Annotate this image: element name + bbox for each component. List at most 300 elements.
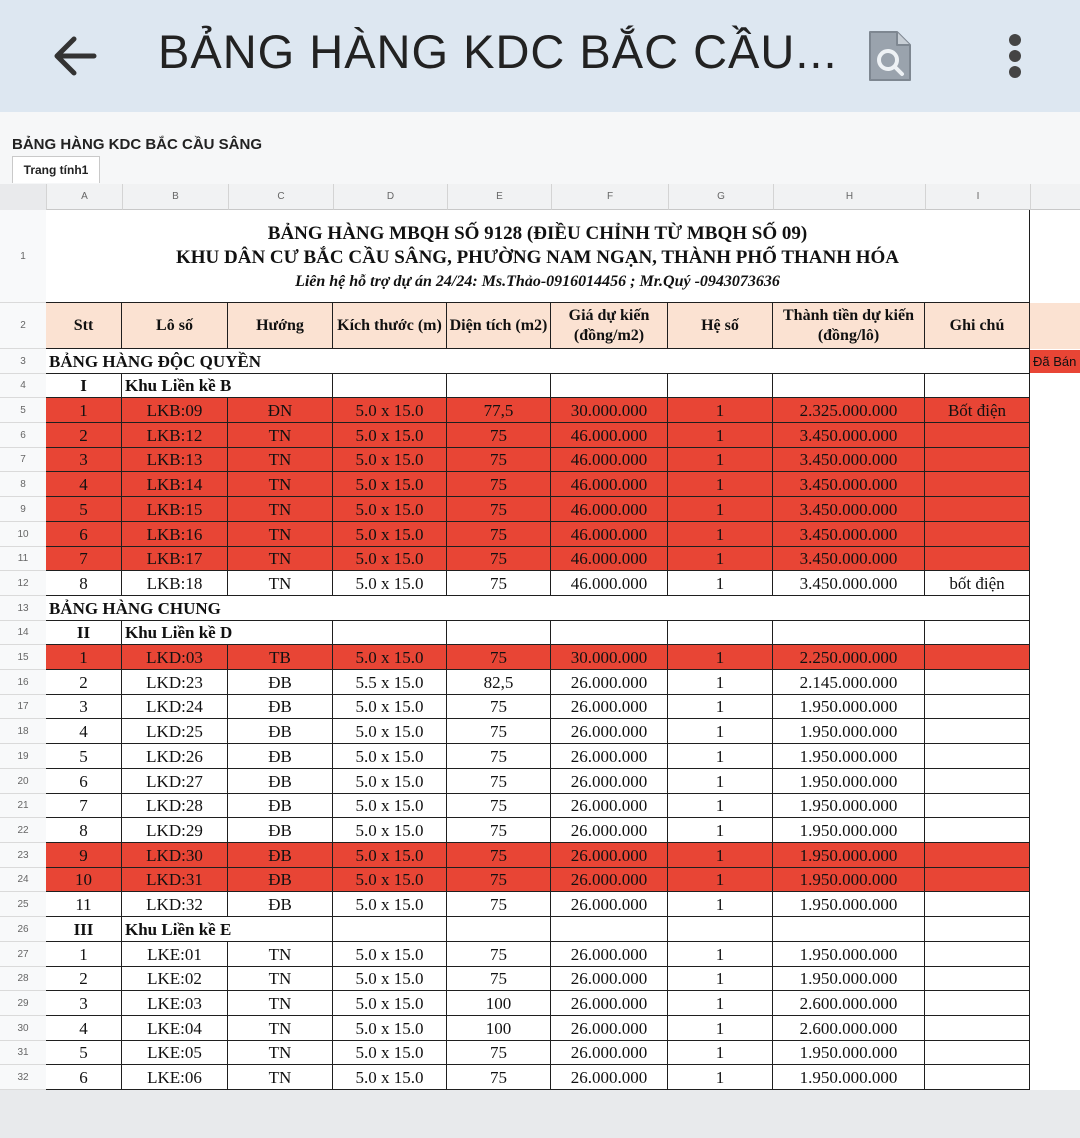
size-cell[interactable]: 5.0 x 15.0 [333, 892, 447, 917]
lot-cell[interactable]: LKE:01 [122, 942, 228, 967]
stt-cell[interactable]: 2 [46, 670, 122, 695]
direction-cell[interactable]: ĐB [228, 670, 333, 695]
note-cell[interactable] [925, 769, 1030, 794]
area-cell[interactable]: 75 [447, 547, 551, 571]
more-options-icon[interactable] [1000, 28, 1032, 84]
direction-cell[interactable]: TB [228, 645, 333, 670]
price-cell[interactable]: 46.000.000 [551, 571, 668, 596]
group-name[interactable]: Khu Liền kề B [122, 374, 333, 398]
note-cell[interactable] [925, 423, 1030, 448]
stt-cell[interactable]: 6 [46, 522, 122, 547]
price-cell[interactable]: 26.000.000 [551, 843, 668, 868]
row-header[interactable]: 11 [0, 547, 46, 571]
total-cell[interactable]: 1.950.000.000 [773, 1041, 925, 1065]
stt-cell[interactable]: 4 [46, 472, 122, 497]
column-header-e[interactable]: E [447, 184, 551, 210]
row-header[interactable]: 6 [0, 423, 46, 448]
total-cell[interactable]: 2.600.000.000 [773, 1016, 925, 1041]
stt-cell[interactable]: 8 [46, 818, 122, 843]
size-cell[interactable]: 5.0 x 15.0 [333, 695, 447, 719]
header-cell[interactable]: Kích thước (m) [333, 303, 447, 349]
coefficient-cell[interactable]: 1 [668, 818, 773, 843]
note-cell[interactable] [925, 497, 1030, 522]
direction-cell[interactable]: TN [228, 1016, 333, 1041]
price-cell[interactable]: 26.000.000 [551, 695, 668, 719]
empty-cell[interactable] [447, 917, 551, 942]
size-cell[interactable]: 5.0 x 15.0 [333, 522, 447, 547]
size-cell[interactable]: 5.0 x 15.0 [333, 719, 447, 744]
direction-cell[interactable]: TN [228, 472, 333, 497]
total-cell[interactable]: 1.950.000.000 [773, 1065, 925, 1090]
row-header[interactable]: 26 [0, 917, 46, 942]
lot-cell[interactable]: LKB:09 [122, 398, 228, 423]
total-cell[interactable]: 2.250.000.000 [773, 645, 925, 670]
coefficient-cell[interactable]: 1 [668, 448, 773, 472]
empty-cell[interactable] [668, 374, 773, 398]
stt-cell[interactable]: 8 [46, 571, 122, 596]
coefficient-cell[interactable]: 1 [668, 843, 773, 868]
area-cell[interactable]: 75 [447, 818, 551, 843]
lot-cell[interactable]: LKD:23 [122, 670, 228, 695]
note-cell[interactable] [925, 1016, 1030, 1041]
total-cell[interactable]: 1.950.000.000 [773, 769, 925, 794]
price-cell[interactable]: 46.000.000 [551, 472, 668, 497]
column-header-h[interactable]: H [773, 184, 925, 210]
coefficient-cell[interactable]: 1 [668, 695, 773, 719]
group-number[interactable]: II [46, 621, 122, 645]
price-cell[interactable]: 26.000.000 [551, 1016, 668, 1041]
size-cell[interactable]: 5.0 x 15.0 [333, 423, 447, 448]
price-cell[interactable]: 26.000.000 [551, 670, 668, 695]
direction-cell[interactable]: TN [228, 967, 333, 991]
stt-cell[interactable]: 7 [46, 547, 122, 571]
area-cell[interactable]: 75 [447, 497, 551, 522]
note-cell[interactable] [925, 967, 1030, 991]
direction-cell[interactable]: ĐB [228, 744, 333, 769]
coefficient-cell[interactable]: 1 [668, 967, 773, 991]
stt-cell[interactable]: 3 [46, 695, 122, 719]
size-cell[interactable]: 5.0 x 15.0 [333, 398, 447, 423]
stt-cell[interactable]: 1 [46, 942, 122, 967]
size-cell[interactable]: 5.0 x 15.0 [333, 1041, 447, 1065]
total-cell[interactable]: 2.145.000.000 [773, 670, 925, 695]
empty-cell[interactable] [925, 621, 1030, 645]
empty-cell[interactable] [551, 374, 668, 398]
group-number[interactable]: I [46, 374, 122, 398]
price-cell[interactable]: 30.000.000 [551, 645, 668, 670]
empty-cell[interactable] [773, 621, 925, 645]
note-cell[interactable] [925, 670, 1030, 695]
area-cell[interactable]: 82,5 [447, 670, 551, 695]
direction-cell[interactable]: ĐB [228, 843, 333, 868]
size-cell[interactable]: 5.0 x 15.0 [333, 571, 447, 596]
stt-cell[interactable]: 1 [46, 398, 122, 423]
area-cell[interactable]: 100 [447, 1016, 551, 1041]
direction-cell[interactable]: TN [228, 1065, 333, 1090]
price-cell[interactable]: 26.000.000 [551, 1065, 668, 1090]
note-cell[interactable] [925, 547, 1030, 571]
lot-cell[interactable]: LKE:02 [122, 967, 228, 991]
row-header[interactable]: 2 [0, 303, 46, 349]
price-cell[interactable]: 26.000.000 [551, 744, 668, 769]
note-cell[interactable] [925, 818, 1030, 843]
price-cell[interactable]: 26.000.000 [551, 794, 668, 818]
section-title[interactable]: BẢNG HÀNG CHUNG [46, 596, 1030, 621]
total-cell[interactable]: 1.950.000.000 [773, 892, 925, 917]
price-cell[interactable]: 46.000.000 [551, 522, 668, 547]
note-cell[interactable] [925, 1065, 1030, 1090]
empty-cell[interactable] [668, 917, 773, 942]
coefficient-cell[interactable]: 1 [668, 522, 773, 547]
total-cell[interactable]: 1.950.000.000 [773, 967, 925, 991]
header-cell[interactable]: Ghi chú [925, 303, 1030, 349]
coefficient-cell[interactable]: 1 [668, 892, 773, 917]
lot-cell[interactable]: LKD:25 [122, 719, 228, 744]
size-cell[interactable]: 5.0 x 15.0 [333, 547, 447, 571]
row-header[interactable]: 4 [0, 374, 46, 398]
stt-cell[interactable]: 4 [46, 719, 122, 744]
lot-cell[interactable]: LKD:28 [122, 794, 228, 818]
lot-cell[interactable]: LKD:27 [122, 769, 228, 794]
coefficient-cell[interactable]: 1 [668, 719, 773, 744]
note-cell[interactable]: bốt điện [925, 571, 1030, 596]
note-cell[interactable] [925, 695, 1030, 719]
direction-cell[interactable]: TN [228, 522, 333, 547]
area-cell[interactable]: 75 [447, 744, 551, 769]
column-header-i[interactable]: I [925, 184, 1030, 210]
row-header[interactable]: 22 [0, 818, 46, 843]
note-cell[interactable] [925, 1041, 1030, 1065]
stt-cell[interactable]: 7 [46, 794, 122, 818]
total-cell[interactable]: 3.450.000.000 [773, 423, 925, 448]
total-cell[interactable]: 1.950.000.000 [773, 719, 925, 744]
row-header[interactable]: 24 [0, 868, 46, 892]
column-header-d[interactable]: D [333, 184, 447, 210]
direction-cell[interactable]: TN [228, 448, 333, 472]
empty-cell[interactable] [333, 917, 447, 942]
size-cell[interactable]: 5.0 x 15.0 [333, 818, 447, 843]
lot-cell[interactable]: LKB:12 [122, 423, 228, 448]
coefficient-cell[interactable]: 1 [668, 547, 773, 571]
area-cell[interactable]: 75 [447, 1041, 551, 1065]
lot-cell[interactable]: LKD:30 [122, 843, 228, 868]
stt-cell[interactable]: 11 [46, 892, 122, 917]
stt-cell[interactable]: 1 [46, 645, 122, 670]
price-cell[interactable]: 46.000.000 [551, 497, 668, 522]
coefficient-cell[interactable]: 1 [668, 497, 773, 522]
direction-cell[interactable]: ĐB [228, 818, 333, 843]
area-cell[interactable]: 75 [447, 719, 551, 744]
row-header[interactable]: 23 [0, 843, 46, 868]
price-cell[interactable]: 46.000.000 [551, 448, 668, 472]
price-cell[interactable]: 26.000.000 [551, 967, 668, 991]
size-cell[interactable]: 5.0 x 15.0 [333, 497, 447, 522]
row-header[interactable]: 13 [0, 596, 46, 621]
total-cell[interactable]: 3.450.000.000 [773, 448, 925, 472]
area-cell[interactable]: 75 [447, 571, 551, 596]
note-cell[interactable] [925, 719, 1030, 744]
row-header[interactable]: 8 [0, 472, 46, 497]
direction-cell[interactable]: ĐB [228, 794, 333, 818]
direction-cell[interactable]: ĐB [228, 868, 333, 892]
lot-cell[interactable]: LKB:16 [122, 522, 228, 547]
direction-cell[interactable]: ĐN [228, 398, 333, 423]
header-cell[interactable]: Hướng [228, 303, 333, 349]
empty-cell[interactable] [925, 917, 1030, 942]
row-header[interactable]: 31 [0, 1041, 46, 1065]
lot-cell[interactable]: LKE:03 [122, 991, 228, 1016]
stt-cell[interactable]: 5 [46, 744, 122, 769]
empty-cell[interactable] [551, 621, 668, 645]
area-cell[interactable]: 75 [447, 1065, 551, 1090]
area-cell[interactable]: 75 [447, 645, 551, 670]
note-cell[interactable] [925, 942, 1030, 967]
stt-cell[interactable]: 3 [46, 448, 122, 472]
direction-cell[interactable]: TN [228, 423, 333, 448]
lot-cell[interactable]: LKB:15 [122, 497, 228, 522]
row-header[interactable]: 20 [0, 769, 46, 794]
empty-cell[interactable] [333, 621, 447, 645]
total-cell[interactable]: 1.950.000.000 [773, 818, 925, 843]
empty-cell[interactable] [551, 917, 668, 942]
size-cell[interactable]: 5.0 x 15.0 [333, 744, 447, 769]
direction-cell[interactable]: TN [228, 942, 333, 967]
group-name[interactable]: Khu Liền kề D [122, 621, 333, 645]
row-header[interactable]: 3 [0, 349, 46, 374]
coefficient-cell[interactable]: 1 [668, 744, 773, 769]
column-header-c[interactable]: C [228, 184, 333, 210]
note-cell[interactable] [925, 522, 1030, 547]
lot-cell[interactable]: LKB:18 [122, 571, 228, 596]
coefficient-cell[interactable]: 1 [668, 423, 773, 448]
direction-cell[interactable]: ĐB [228, 695, 333, 719]
size-cell[interactable]: 5.0 x 15.0 [333, 1016, 447, 1041]
header-cell[interactable]: Thành tiền dự kiến (đồng/lô) [773, 303, 925, 349]
stt-cell[interactable]: 4 [46, 1016, 122, 1041]
group-number[interactable]: III [46, 917, 122, 942]
coefficient-cell[interactable]: 1 [668, 991, 773, 1016]
area-cell[interactable]: 75 [447, 423, 551, 448]
total-cell[interactable]: 3.450.000.000 [773, 547, 925, 571]
coefficient-cell[interactable]: 1 [668, 769, 773, 794]
size-cell[interactable]: 5.0 x 15.0 [333, 1065, 447, 1090]
lot-cell[interactable]: LKD:03 [122, 645, 228, 670]
size-cell[interactable]: 5.0 x 15.0 [333, 942, 447, 967]
row-header[interactable]: 30 [0, 1016, 46, 1041]
size-cell[interactable]: 5.0 x 15.0 [333, 472, 447, 497]
price-cell[interactable]: 26.000.000 [551, 868, 668, 892]
lot-cell[interactable]: LKB:14 [122, 472, 228, 497]
note-cell[interactable] [925, 645, 1030, 670]
header-cell[interactable]: Giá dự kiến (đồng/m2) [551, 303, 668, 349]
empty-cell[interactable] [333, 374, 447, 398]
size-cell[interactable]: 5.0 x 15.0 [333, 967, 447, 991]
coefficient-cell[interactable]: 1 [668, 794, 773, 818]
empty-cell[interactable] [773, 917, 925, 942]
total-cell[interactable]: 3.450.000.000 [773, 497, 925, 522]
coefficient-cell[interactable]: 1 [668, 398, 773, 423]
stt-cell[interactable]: 3 [46, 991, 122, 1016]
row-header[interactable]: 19 [0, 744, 46, 769]
row-header[interactable]: 15 [0, 645, 46, 670]
direction-cell[interactable]: TN [228, 1041, 333, 1065]
empty-cell[interactable] [668, 621, 773, 645]
note-cell[interactable] [925, 892, 1030, 917]
price-cell[interactable]: 26.000.000 [551, 1041, 668, 1065]
header-cell[interactable]: Diện tích (m2) [447, 303, 551, 349]
column-header-a[interactable]: A [46, 184, 122, 210]
area-cell[interactable]: 75 [447, 448, 551, 472]
select-all-corner[interactable] [0, 184, 46, 210]
total-cell[interactable]: 1.950.000.000 [773, 942, 925, 967]
direction-cell[interactable]: TN [228, 497, 333, 522]
lot-cell[interactable]: LKD:31 [122, 868, 228, 892]
total-cell[interactable]: 1.950.000.000 [773, 794, 925, 818]
lot-cell[interactable]: LKE:04 [122, 1016, 228, 1041]
lot-cell[interactable]: LKB:17 [122, 547, 228, 571]
coefficient-cell[interactable]: 1 [668, 571, 773, 596]
note-cell[interactable] [925, 991, 1030, 1016]
coefficient-cell[interactable]: 1 [668, 868, 773, 892]
stt-cell[interactable]: 6 [46, 769, 122, 794]
direction-cell[interactable]: ĐB [228, 719, 333, 744]
stt-cell[interactable]: 10 [46, 868, 122, 892]
direction-cell[interactable]: TN [228, 547, 333, 571]
lot-cell[interactable]: LKD:32 [122, 892, 228, 917]
header-cell[interactable]: Stt [46, 303, 122, 349]
area-cell[interactable]: 75 [447, 769, 551, 794]
row-header[interactable]: 12 [0, 571, 46, 596]
stt-cell[interactable]: 5 [46, 497, 122, 522]
total-cell[interactable]: 2.325.000.000 [773, 398, 925, 423]
area-cell[interactable]: 75 [447, 868, 551, 892]
coefficient-cell[interactable]: 1 [668, 1041, 773, 1065]
lot-cell[interactable]: LKD:24 [122, 695, 228, 719]
column-header-b[interactable]: B [122, 184, 228, 210]
row-header[interactable]: 32 [0, 1065, 46, 1090]
row-header[interactable]: 9 [0, 497, 46, 522]
note-cell[interactable] [925, 448, 1030, 472]
empty-cell[interactable] [447, 621, 551, 645]
price-cell[interactable]: 26.000.000 [551, 942, 668, 967]
size-cell[interactable]: 5.5 x 15.0 [333, 670, 447, 695]
price-cell[interactable]: 26.000.000 [551, 769, 668, 794]
column-header-g[interactable]: G [668, 184, 773, 210]
lot-cell[interactable]: LKE:06 [122, 1065, 228, 1090]
coefficient-cell[interactable]: 1 [668, 670, 773, 695]
area-cell[interactable]: 75 [447, 892, 551, 917]
size-cell[interactable]: 5.0 x 15.0 [333, 843, 447, 868]
area-cell[interactable]: 75 [447, 472, 551, 497]
total-cell[interactable]: 1.950.000.000 [773, 744, 925, 769]
lot-cell[interactable]: LKE:05 [122, 1041, 228, 1065]
area-cell[interactable]: 75 [447, 942, 551, 967]
size-cell[interactable]: 5.0 x 15.0 [333, 991, 447, 1016]
area-cell[interactable]: 75 [447, 967, 551, 991]
stt-cell[interactable]: 2 [46, 423, 122, 448]
total-cell[interactable]: 2.600.000.000 [773, 991, 925, 1016]
search-in-document-icon[interactable] [864, 28, 916, 84]
price-cell[interactable]: 26.000.000 [551, 991, 668, 1016]
stt-cell[interactable]: 6 [46, 1065, 122, 1090]
area-cell[interactable]: 75 [447, 843, 551, 868]
size-cell[interactable]: 5.0 x 15.0 [333, 769, 447, 794]
row-header[interactable]: 1 [0, 210, 46, 303]
price-cell[interactable]: 46.000.000 [551, 547, 668, 571]
row-header[interactable]: 21 [0, 794, 46, 818]
column-header-f[interactable]: F [551, 184, 668, 210]
header-cell[interactable]: Lô số [122, 303, 228, 349]
stt-cell[interactable]: 9 [46, 843, 122, 868]
area-cell[interactable]: 100 [447, 991, 551, 1016]
empty-cell[interactable] [773, 374, 925, 398]
empty-cell[interactable] [925, 374, 1030, 398]
row-header[interactable]: 28 [0, 967, 46, 991]
area-cell[interactable]: 75 [447, 794, 551, 818]
lot-cell[interactable]: LKD:29 [122, 818, 228, 843]
area-cell[interactable]: 77,5 [447, 398, 551, 423]
direction-cell[interactable]: TN [228, 571, 333, 596]
column-header-j[interactable] [1030, 184, 1080, 210]
total-cell[interactable]: 1.950.000.000 [773, 868, 925, 892]
row-header[interactable]: 17 [0, 695, 46, 719]
row-header[interactable]: 7 [0, 448, 46, 472]
stt-cell[interactable]: 5 [46, 1041, 122, 1065]
row-header[interactable]: 10 [0, 522, 46, 547]
price-cell[interactable]: 26.000.000 [551, 818, 668, 843]
group-name[interactable]: Khu Liền kề E [122, 917, 333, 942]
size-cell[interactable]: 5.0 x 15.0 [333, 645, 447, 670]
direction-cell[interactable]: TN [228, 991, 333, 1016]
size-cell[interactable]: 5.0 x 15.0 [333, 794, 447, 818]
row-header[interactable]: 5 [0, 398, 46, 423]
sheet-tab[interactable]: Trang tính1 [12, 156, 100, 183]
lot-cell[interactable]: LKB:13 [122, 448, 228, 472]
coefficient-cell[interactable]: 1 [668, 1065, 773, 1090]
coefficient-cell[interactable]: 1 [668, 1016, 773, 1041]
size-cell[interactable]: 5.0 x 15.0 [333, 868, 447, 892]
total-cell[interactable]: 3.450.000.000 [773, 522, 925, 547]
row-header[interactable]: 25 [0, 892, 46, 917]
price-cell[interactable]: 46.000.000 [551, 423, 668, 448]
area-cell[interactable]: 75 [447, 695, 551, 719]
row-header[interactable]: 14 [0, 621, 46, 645]
back-arrow-icon[interactable] [44, 26, 104, 86]
row-header[interactable]: 29 [0, 991, 46, 1016]
price-cell[interactable]: 26.000.000 [551, 719, 668, 744]
price-cell[interactable]: 26.000.000 [551, 892, 668, 917]
note-cell[interactable] [925, 472, 1030, 497]
row-header[interactable]: 27 [0, 942, 46, 967]
row-header[interactable]: 18 [0, 719, 46, 744]
note-cell[interactable] [925, 794, 1030, 818]
header-cell[interactable]: Hệ số [668, 303, 773, 349]
coefficient-cell[interactable]: 1 [668, 645, 773, 670]
total-cell[interactable]: 3.450.000.000 [773, 571, 925, 596]
note-cell[interactable]: Bốt điện [925, 398, 1030, 423]
total-cell[interactable]: 1.950.000.000 [773, 695, 925, 719]
area-cell[interactable]: 75 [447, 522, 551, 547]
note-cell[interactable] [925, 843, 1030, 868]
note-cell[interactable] [925, 868, 1030, 892]
total-cell[interactable]: 1.950.000.000 [773, 843, 925, 868]
price-cell[interactable]: 30.000.000 [551, 398, 668, 423]
size-cell[interactable]: 5.0 x 15.0 [333, 448, 447, 472]
total-cell[interactable]: 3.450.000.000 [773, 472, 925, 497]
lot-cell[interactable]: LKD:26 [122, 744, 228, 769]
coefficient-cell[interactable]: 1 [668, 472, 773, 497]
direction-cell[interactable]: ĐB [228, 769, 333, 794]
